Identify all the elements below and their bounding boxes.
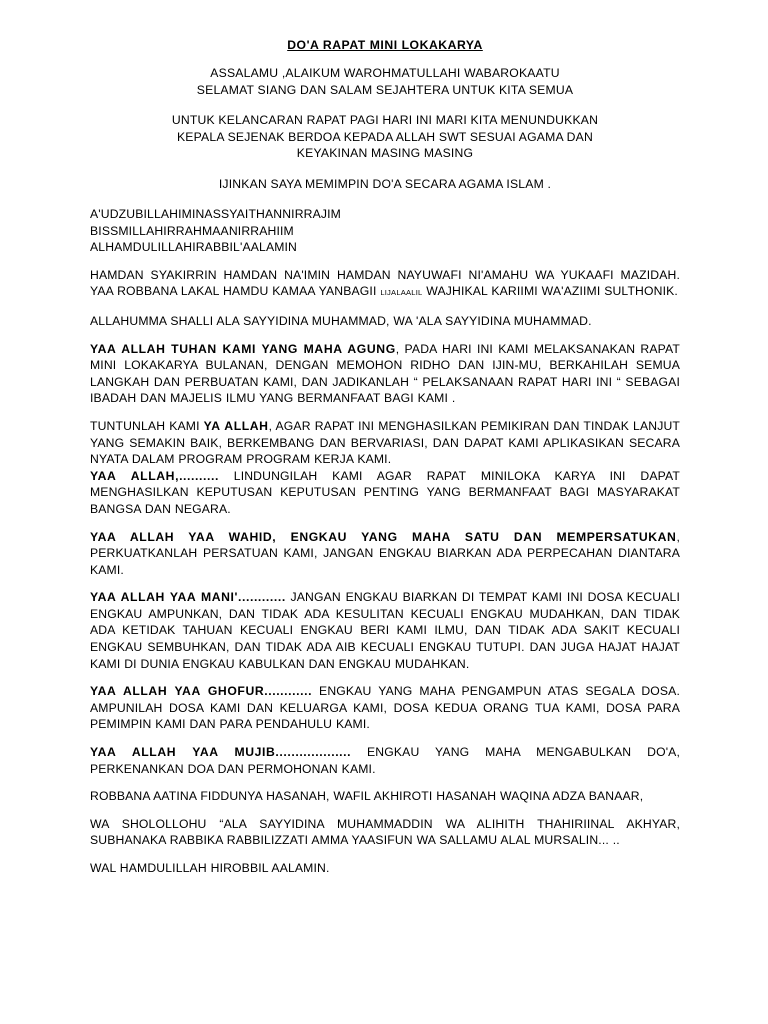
spacer [90, 578, 680, 589]
tuntunlah-bold: YA ALLAH [203, 418, 269, 433]
paragraph-mujib [90, 744, 680, 777]
paragraph-ghofur [90, 683, 680, 733]
ghofur-bold: YAA ALLAH YAA GHOFUR............ [90, 684, 313, 699]
spacer [90, 805, 680, 816]
hamdan-part-2: WAJHIKAL KARIIMI WA'AZIIMI SULTHONIK. [426, 284, 678, 299]
lindungilah-rest: LINDUNGILAH KAMI AGAR RAPAT MINILOKA KARYA INI DAPAT MENGHASILKAN KEPUTUSAN KEPUTUSAN PENTING YANG BERMANFAAT BAGI MASYARAKAT BANGSA DAN NEGARA. [90, 468, 680, 516]
opening-line-3: ALHAMDULILLAHIRABBIL'AALAMIN [90, 240, 298, 255]
opening-line-1: A'UDZUBILLAHIMINASSYAITHANNIRRAJIM [90, 207, 341, 221]
mujib-bold: YAA ALLAH YAA MUJIB................... [90, 745, 352, 760]
paragraph-mani [90, 589, 680, 672]
paragraph-robbana: ROBBANA AATINA FIDDUNYA HASANAH, WAFIL AKHIROTI HASANAH WAQINA ADZA BANAAR, [90, 789, 644, 804]
paragraph-shalawat: ALLAHUMMA SHALLI ALA SAYYIDINA MUHAMMAD, WA 'ALA SAYYIDINA MUHAMMAD. [90, 313, 592, 328]
spacer [90, 162, 680, 176]
paragraph-agung [90, 341, 680, 407]
tuntunlah-rest: , AGAR RAPAT INI MENGHASILKAN PEMIKIRAN DAN TINDAK LANJUT YANG SEMAKIN BAIK, BERKEMBANG DAN BERVARIASI, DAN DAPAT KAMI APLIKASIKAN SECARA NYATA DALAM PROGRAM PROGRAM KERJA KAMI. [90, 418, 680, 467]
hamdan-part-1: HAMDAN SYAKIRRIN HAMDAN NA'IMIN HAMDAN NAYUWAFI NI'AMAHU WA YUKAAFI MAZIDAH. YAA ROBBANA LAKAL HAMDU KAMAA YANBAGII [90, 267, 680, 299]
spacer [90, 192, 680, 206]
spacer [90, 98, 680, 112]
intro-line-2: KEPALA SEJENAK BERDOA KEPADA ALLAH SWT SESUAI AGAMA DAN [176, 129, 594, 144]
spacer [90, 777, 680, 788]
intro-line-1: UNTUK KELANCARAN RAPAT PAGI HARI INI MARI KITA MENUNDUKKAN [171, 113, 599, 127]
spacer [90, 407, 680, 418]
paragraph-sholawat-penutup: WA SHOLOLLOHU “ALA SAYYIDINA MUHAMMADDIN WA ALIHITH THAHIRIINAL AKHYAR, SUBHANAKA RABBIKA RABBILIZZATI AMMA YAASIFUN WA SALLAMU ALAL MURSALIN... .. [90, 816, 680, 848]
spacer [90, 518, 680, 529]
agung-bold: YAA ALLAH TUHAN KAMI YANG MAHA AGUNG [90, 341, 396, 356]
paragraph-lindungilah [90, 468, 680, 518]
spacer [90, 302, 680, 313]
spacer [90, 733, 680, 744]
spacer [90, 849, 680, 860]
hamdan-small-text: LIJALAALIL [380, 288, 423, 298]
ghofur-rest: ENGKAU YANG MAHA PENGAMPUN ATAS SEGALA DOSA. AMPUNILAH DOSA KAMI DAN KELUARGA KAMI, DOSA KEDUA ORANG TUA KAMI, DOSA PARA PEMIMPIN KAMI DAN PARA PENDAHULU KAMI. [90, 684, 680, 732]
tuntunlah-pre: TUNTUNLAH KAMI [90, 418, 204, 433]
spacer [90, 672, 680, 683]
spacer [90, 330, 680, 341]
page-title: DO'A RAPAT MINI LOKAKARYA [287, 38, 483, 52]
lindungilah-bold: YAA ALLAH,.......... [90, 468, 219, 483]
permission-line: IJINKAN SAYA MEMIMPIN DO'A SECARA AGAMA ISLAM . [218, 176, 552, 191]
greeting-line-1: ASSALAMU ,ALAIKUM WAROHMATULLAHI WABAROKAATU [210, 66, 560, 80]
agung-rest: , PADA HARI INI KAMI MELAKSANAKAN RAPAT MINI LOKAKARYA BULANAN, DENGAN MEMOHON RIDHO DAN IJIN-MU, BERKAHILAH SEMUA LANGKAH DAN PERBUATAN KAMI, DAN JADIKANLAH “ PELAKSANAAN RAPAT HARI INI “ SEBAGAI IBADAH DAN MAJELIS ILMU YANG BERMANFAAT BAGI KAMI . [90, 341, 680, 406]
wahid-rest: , PERKUATKANLAH PERSATUAN KAMI, JANGAN ENGKAU BIARKAN ADA PERPECAHAN DIANTARA KAMI. [90, 529, 680, 577]
paragraph-wahid [90, 529, 680, 579]
opening-line-2: BISSMILLAHIRRAHMAANIRRAHIIM [90, 223, 294, 238]
spacer [90, 256, 680, 267]
paragraph-hamdan [90, 267, 680, 302]
mani-rest: JANGAN ENGKAU BIARKAN DI TEMPAT KAMI INI DOSA KECUALI ENGKAU AMPUNKAN, DAN TIDAK ADA KESULITAN KECUALI ENGKAU MUDAHKAN, DAN TIDAK ADA KETIDAK TAHUAN KECUALI ENGKAU BERI KAMI ILMU, DAN TIDAK ADA SAKIT KECUALI ENGKAU SEMBUHKAN, DAN TIDAK ADA AIB KECUALI ENGKAU TUTUPI. DAN JUGA HAJAT HAJAT KAMI DI DUNIA ENGKAU KABULKAN DAN ENGKAU MUDAHKAN. [90, 590, 680, 671]
paragraph-closing: WAL HAMDULILLAH HIROBBIL AALAMIN. [90, 861, 330, 875]
mujib-rest: ENGKAU YANG MAHA MENGABULKAN DO'A, PERKENANKAN DOA DAN PERMOHONAN KAMI. [90, 745, 680, 776]
wahid-bold: YAA ALLAH YAA WAHID, ENGKAU YANG MAHA SATU DAN MEMPERSATUKAN [90, 529, 677, 544]
mani-bold: YAA ALLAH YAA MANI'............ [90, 590, 286, 605]
paragraph-tuntunlah [90, 418, 680, 468]
intro-line-3: KEYAKINAN MASING MASING [296, 146, 474, 160]
greeting-line-2: SELAMAT SIANG DAN SALAM SEJAHTERA UNTUK KITA SEMUA [196, 82, 574, 97]
